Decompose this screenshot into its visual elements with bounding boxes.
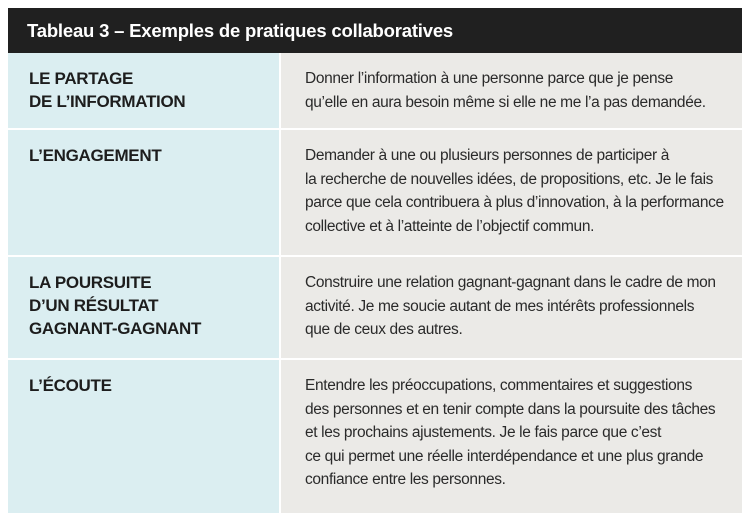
term-line: L’ENGAGEMENT <box>29 146 162 165</box>
collaborative-practices-table <box>8 8 742 515</box>
practice-term <box>8 130 281 255</box>
practice-term <box>8 53 281 128</box>
table-row-information-sharing <box>8 53 742 130</box>
table-row-engagement <box>8 130 742 257</box>
table-row-listening <box>8 360 742 513</box>
term-line: L’ÉCOUTE <box>29 376 112 395</box>
description-line: ce qui permet une réelle interdépendance et une plus grande <box>305 447 704 465</box>
description-line: des personnes et en tenir compte dans la poursuite des tâches <box>305 400 716 418</box>
description-line: que de ceux des autres. <box>305 321 463 339</box>
table-title: Tableau 3 – Exemples de pratiques collaboratives <box>8 8 742 53</box>
description-line: qu’elle en aura besoin même si elle ne me l’a pas demandée. <box>305 93 706 111</box>
practice-description <box>281 53 742 128</box>
term-line: LA POURSUITE <box>29 273 152 292</box>
practice-description <box>281 257 742 358</box>
practice-description <box>281 360 742 513</box>
description-line: Entendre les préoccupations, commentaires et suggestions <box>305 377 693 394</box>
description-line: confiance entre les personnes. <box>305 471 506 489</box>
practice-description <box>281 130 742 255</box>
term-line: DE L’INFORMATION <box>29 92 186 111</box>
description-line: collective et à l’atteinte de l’objectif commun. <box>305 217 595 235</box>
practice-term <box>8 360 281 513</box>
description-line: Construire une relation gagnant-gagnant dans le cadre de mon <box>305 274 716 291</box>
description-line: Donner l’information à une personne parce que je pense <box>305 70 673 87</box>
description-line: la recherche de nouvelles idées, de propositions, etc. Je le fais <box>305 170 714 188</box>
description-line: parce que cela contribuera à plus d’innovation, à la performance <box>305 194 724 212</box>
term-line: LE PARTAGE <box>29 69 134 88</box>
term-line: GAGNANT-GAGNANT <box>29 319 202 338</box>
description-line: Demander à une ou plusieurs personnes de participer à <box>305 147 670 164</box>
practice-term <box>8 257 281 358</box>
term-line: D’UN RÉSULTAT <box>29 296 159 315</box>
table-row-win-win <box>8 257 742 360</box>
description-line: et les prochains ajustements. Je le fais parce que c’est <box>305 424 662 442</box>
description-line: activité. Je me soucie autant de mes intérêts professionnels <box>305 297 695 315</box>
